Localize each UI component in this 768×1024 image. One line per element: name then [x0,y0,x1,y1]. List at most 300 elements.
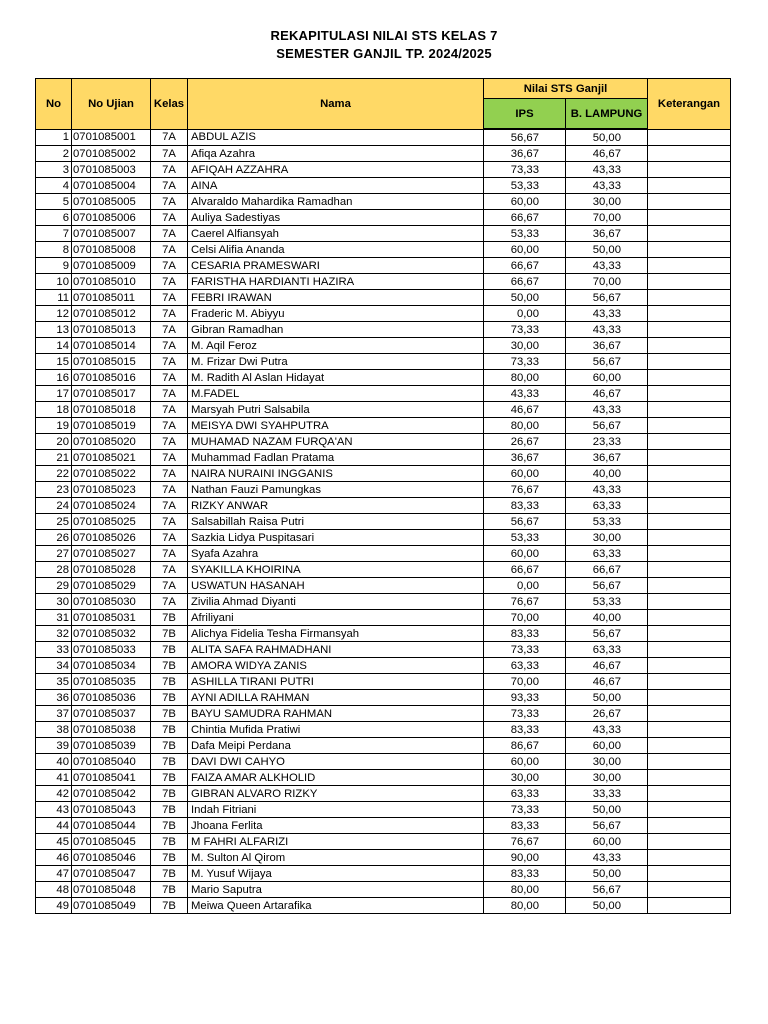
cell-no-ujian: 0701085024 [72,498,151,514]
cell-keterangan [648,354,731,370]
cell-ips: 73,33 [484,162,566,178]
cell-no: 25 [36,514,72,530]
cell-no: 20 [36,434,72,450]
cell-no: 6 [36,210,72,226]
cell-keterangan [648,898,731,914]
cell-nama: ASHILLA TIRANI PUTRI [188,674,484,690]
cell-keterangan [648,610,731,626]
report-title: REKAPITULASI NILAI STS KELAS 7 [270,28,498,43]
cell-b-lampung: 56,67 [566,578,648,594]
cell-keterangan [648,178,731,194]
cell-nama: Celsi Alifia Ananda [188,242,484,258]
cell-no-ujian: 0701085013 [72,322,151,338]
cell-ips: 66,67 [484,562,566,578]
cell-no-ujian: 0701085001 [72,129,151,146]
cell-keterangan [648,802,731,818]
cell-kelas: 7B [151,642,188,658]
cell-no-ujian: 0701085029 [72,578,151,594]
cell-keterangan [648,578,731,594]
cell-keterangan [648,642,731,658]
cell-no-ujian: 0701085006 [72,210,151,226]
cell-nama: Salsabillah Raisa Putri [188,514,484,530]
table-row [36,129,731,146]
cell-nama: M FAHRI ALFARIZI [188,834,484,850]
cell-kelas: 7A [151,290,188,306]
cell-no: 7 [36,226,72,242]
cell-b-lampung: 43,33 [566,850,648,866]
cell-kelas: 7A [151,498,188,514]
cell-no: 3 [36,162,72,178]
cell-no: 42 [36,786,72,802]
cell-ips: 73,33 [484,706,566,722]
cell-nama: MEISYA DWI SYAHPUTRA [188,418,484,434]
header-nama: Nama [188,79,484,130]
header-keterangan: Keterangan [648,79,731,130]
cell-no: 24 [36,498,72,514]
cell-no: 28 [36,562,72,578]
cell-kelas: 7A [151,466,188,482]
cell-no: 41 [36,770,72,786]
cell-kelas: 7A [151,258,188,274]
table-row [36,450,731,466]
cell-no: 31 [36,610,72,626]
cell-no-ujian: 0701085005 [72,194,151,210]
cell-no: 8 [36,242,72,258]
table-row [36,738,731,754]
cell-b-lampung: 43,33 [566,402,648,418]
table-row [36,690,731,706]
cell-kelas: 7B [151,818,188,834]
cell-keterangan [648,210,731,226]
cell-no-ujian: 0701085007 [72,226,151,242]
cell-ips: 80,00 [484,370,566,386]
cell-ips: 83,33 [484,866,566,882]
cell-no: 10 [36,274,72,290]
cell-ips: 76,67 [484,594,566,610]
cell-no-ujian: 0701085048 [72,882,151,898]
cell-kelas: 7A [151,530,188,546]
table-row [36,850,731,866]
header-no: No [36,79,72,130]
cell-kelas: 7B [151,754,188,770]
cell-ips: 90,00 [484,850,566,866]
table-row [36,418,731,434]
cell-kelas: 7B [151,834,188,850]
table-row [36,162,731,178]
table-row [36,562,731,578]
table-row [36,434,731,450]
cell-no: 5 [36,194,72,210]
cell-no-ujian: 0701085015 [72,354,151,370]
cell-ips: 60,00 [484,194,566,210]
cell-nama: MUHAMAD NAZAM FURQA'AN [188,434,484,450]
cell-nama: Alvaraldo Mahardika Ramadhan [188,194,484,210]
table-row [36,386,731,402]
cell-no-ujian: 0701085037 [72,706,151,722]
cell-no: 37 [36,706,72,722]
cell-ips: 63,33 [484,658,566,674]
table-row [36,786,731,802]
cell-keterangan [648,402,731,418]
cell-no: 2 [36,146,72,162]
cell-keterangan [648,674,731,690]
table-row [36,402,731,418]
cell-no-ujian: 0701085030 [72,594,151,610]
cell-ips: 76,67 [484,834,566,850]
cell-keterangan [648,194,731,210]
cell-no: 40 [36,754,72,770]
cell-no-ujian: 0701085023 [72,482,151,498]
cell-nama: AFIQAH AZZAHRA [188,162,484,178]
table-row [36,354,731,370]
cell-b-lampung: 50,00 [566,129,648,146]
header-b-lampung: B. LAMPUNG [566,99,648,130]
cell-kelas: 7B [151,722,188,738]
cell-b-lampung: 50,00 [566,242,648,258]
cell-b-lampung: 56,67 [566,290,648,306]
cell-no: 23 [36,482,72,498]
cell-b-lampung: 70,00 [566,274,648,290]
cell-nama: BAYU SAMUDRA RAHMAN [188,706,484,722]
table-row [36,146,731,162]
cell-no: 39 [36,738,72,754]
cell-nama: Indah Fitriani [188,802,484,818]
header-kelas: Kelas [151,79,188,130]
table-body [36,129,731,914]
header-nilai-sts-ganjil: Nilai STS Ganjil [484,79,648,99]
cell-ips: 60,00 [484,754,566,770]
table-row [36,802,731,818]
cell-no-ujian: 0701085041 [72,770,151,786]
table-row [36,322,731,338]
cell-no: 21 [36,450,72,466]
cell-ips: 56,67 [484,514,566,530]
cell-kelas: 7B [151,738,188,754]
cell-nama: AMORA WIDYA ZANIS [188,658,484,674]
cell-kelas: 7A [151,434,188,450]
cell-nama: FEBRI IRAWAN [188,290,484,306]
cell-ips: 60,00 [484,546,566,562]
cell-nama: FARISTHA HARDIANTI HAZIRA [188,274,484,290]
cell-keterangan [648,386,731,402]
cell-b-lampung: 70,00 [566,210,648,226]
cell-keterangan [648,594,731,610]
cell-no: 45 [36,834,72,850]
cell-no: 34 [36,658,72,674]
cell-nama: DAVI DWI CAHYO [188,754,484,770]
cell-nama: FAIZA AMAR ALKHOLID [188,770,484,786]
table-row [36,818,731,834]
cell-nama: Caerel Alfiansyah [188,226,484,242]
table-row [36,626,731,642]
cell-kelas: 7A [151,306,188,322]
cell-nama: GIBRAN ALVARO RIZKY [188,786,484,802]
cell-b-lampung: 63,33 [566,498,648,514]
cell-kelas: 7B [151,866,188,882]
cell-no: 11 [36,290,72,306]
cell-keterangan [648,338,731,354]
cell-ips: 80,00 [484,418,566,434]
cell-nama: M. Radith Al Aslan Hidayat [188,370,484,386]
cell-b-lampung: 36,67 [566,226,648,242]
cell-no: 30 [36,594,72,610]
cell-no-ujian: 0701085012 [72,306,151,322]
cell-b-lampung: 46,67 [566,674,648,690]
cell-no-ujian: 0701085032 [72,626,151,642]
cell-keterangan [648,626,731,642]
cell-keterangan [648,258,731,274]
cell-nama: RIZKY ANWAR [188,498,484,514]
table-row [36,274,731,290]
cell-nama: Alichya Fidelia Tesha Firmansyah [188,626,484,642]
cell-b-lampung: 40,00 [566,466,648,482]
cell-kelas: 7A [151,146,188,162]
cell-no: 16 [36,370,72,386]
cell-no-ujian: 0701085034 [72,658,151,674]
cell-kelas: 7B [151,706,188,722]
cell-nama: Jhoana Ferlita [188,818,484,834]
cell-no-ujian: 0701085025 [72,514,151,530]
cell-ips: 60,00 [484,242,566,258]
cell-kelas: 7B [151,850,188,866]
cell-nama: Gibran Ramadhan [188,322,484,338]
cell-kelas: 7A [151,546,188,562]
cell-b-lampung: 56,67 [566,882,648,898]
cell-no-ujian: 0701085044 [72,818,151,834]
cell-no: 46 [36,850,72,866]
cell-no-ujian: 0701085042 [72,786,151,802]
cell-ips: 70,00 [484,610,566,626]
table-row [36,482,731,498]
cell-ips: 36,67 [484,450,566,466]
cell-b-lampung: 26,67 [566,706,648,722]
cell-nama: ABDUL AZIS [188,129,484,146]
cell-no: 38 [36,722,72,738]
cell-kelas: 7A [151,370,188,386]
cell-b-lampung: 50,00 [566,802,648,818]
cell-keterangan [648,658,731,674]
cell-kelas: 7A [151,482,188,498]
cell-nama: Meiwa Queen Artarafika [188,898,484,914]
cell-keterangan [648,162,731,178]
cell-ips: 70,00 [484,674,566,690]
cell-no: 4 [36,178,72,194]
cell-ips: 50,00 [484,290,566,306]
cell-nama: NAIRA NURAINI INGGANIS [188,466,484,482]
cell-no: 27 [36,546,72,562]
cell-no: 47 [36,866,72,882]
cell-b-lampung: 50,00 [566,866,648,882]
cell-b-lampung: 36,67 [566,450,648,466]
cell-ips: 56,67 [484,129,566,146]
cell-b-lampung: 43,33 [566,722,648,738]
cell-no: 9 [36,258,72,274]
cell-no-ujian: 0701085046 [72,850,151,866]
cell-keterangan [648,274,731,290]
cell-no: 48 [36,882,72,898]
cell-no-ujian: 0701085019 [72,418,151,434]
cell-keterangan [648,498,731,514]
table-row [36,242,731,258]
cell-nama: CESARIA PRAMESWARI [188,258,484,274]
cell-keterangan [648,850,731,866]
cell-no: 44 [36,818,72,834]
cell-keterangan [648,882,731,898]
cell-kelas: 7B [151,786,188,802]
table-row [36,210,731,226]
cell-b-lampung: 56,67 [566,818,648,834]
cell-kelas: 7B [151,674,188,690]
cell-ips: 76,67 [484,482,566,498]
cell-kelas: 7A [151,322,188,338]
cell-nama: M. Yusuf Wijaya [188,866,484,882]
cell-kelas: 7B [151,690,188,706]
cell-nama: Fraderic M. Abiyyu [188,306,484,322]
cell-no-ujian: 0701085017 [72,386,151,402]
cell-ips: 46,67 [484,402,566,418]
cell-no-ujian: 0701085009 [72,258,151,274]
cell-no: 29 [36,578,72,594]
cell-kelas: 7A [151,594,188,610]
cell-kelas: 7B [151,658,188,674]
cell-nama: Marsyah Putri Salsabila [188,402,484,418]
cell-b-lampung: 30,00 [566,754,648,770]
cell-kelas: 7B [151,610,188,626]
cell-b-lampung: 50,00 [566,690,648,706]
cell-ips: 80,00 [484,898,566,914]
cell-kelas: 7A [151,194,188,210]
cell-ips: 83,33 [484,498,566,514]
cell-b-lampung: 63,33 [566,546,648,562]
cell-kelas: 7A [151,338,188,354]
table-row [36,290,731,306]
cell-no-ujian: 0701085036 [72,690,151,706]
cell-b-lampung: 43,33 [566,178,648,194]
cell-no-ujian: 0701085035 [72,674,151,690]
cell-ips: 73,33 [484,642,566,658]
cell-b-lampung: 56,67 [566,354,648,370]
cell-b-lampung: 63,33 [566,642,648,658]
cell-kelas: 7A [151,178,188,194]
cell-no: 19 [36,418,72,434]
table-row [36,498,731,514]
cell-ips: 53,33 [484,226,566,242]
cell-no-ujian: 0701085027 [72,546,151,562]
table-row [36,866,731,882]
cell-nama: Afiqa Azahra [188,146,484,162]
cell-no: 1 [36,129,72,146]
cell-ips: 53,33 [484,530,566,546]
cell-no-ujian: 0701085031 [72,610,151,626]
cell-ips: 60,00 [484,466,566,482]
cell-no: 22 [36,466,72,482]
cell-no-ujian: 0701085003 [72,162,151,178]
cell-b-lampung: 60,00 [566,738,648,754]
cell-keterangan [648,306,731,322]
cell-ips: 26,67 [484,434,566,450]
cell-ips: 83,33 [484,722,566,738]
cell-nama: AYNI ADILLA RAHMAN [188,690,484,706]
grades-table [35,78,731,914]
cell-b-lampung: 43,33 [566,482,648,498]
cell-no-ujian: 0701085010 [72,274,151,290]
cell-nama: M.FADEL [188,386,484,402]
cell-kelas: 7A [151,354,188,370]
cell-no: 15 [36,354,72,370]
cell-b-lampung: 46,67 [566,658,648,674]
table-row [36,594,731,610]
cell-kelas: 7A [151,386,188,402]
cell-kelas: 7A [151,210,188,226]
cell-no: 43 [36,802,72,818]
cell-keterangan [648,818,731,834]
cell-keterangan [648,322,731,338]
cell-b-lampung: 36,67 [566,338,648,354]
table-row [36,338,731,354]
cell-nama: Dafa Meipi Perdana [188,738,484,754]
table-row [36,578,731,594]
cell-kelas: 7A [151,418,188,434]
cell-keterangan [648,514,731,530]
cell-b-lampung: 30,00 [566,194,648,210]
cell-kelas: 7A [151,129,188,146]
cell-nama: Syafa Azahra [188,546,484,562]
table-row [36,546,731,562]
cell-kelas: 7A [151,514,188,530]
cell-nama: ALITA SAFA RAHMADHANI [188,642,484,658]
cell-kelas: 7B [151,770,188,786]
cell-no: 14 [36,338,72,354]
cell-ips: 73,33 [484,354,566,370]
cell-nama: Nathan Fauzi Pamungkas [188,482,484,498]
cell-kelas: 7A [151,402,188,418]
cell-b-lampung: 56,67 [566,418,648,434]
cell-no-ujian: 0701085049 [72,898,151,914]
cell-keterangan [648,434,731,450]
cell-no-ujian: 0701085043 [72,802,151,818]
cell-nama: Afriliyani [188,610,484,626]
cell-kelas: 7A [151,226,188,242]
cell-keterangan [648,562,731,578]
cell-ips: 86,67 [484,738,566,754]
cell-ips: 83,33 [484,626,566,642]
cell-no-ujian: 0701085011 [72,290,151,306]
table-row [36,194,731,210]
cell-no-ujian: 0701085028 [72,562,151,578]
header-no-ujian: No Ujian [72,79,151,130]
table-row [36,466,731,482]
cell-no-ujian: 0701085004 [72,178,151,194]
table-row [36,706,731,722]
cell-nama: USWATUN HASANAH [188,578,484,594]
cell-no: 26 [36,530,72,546]
cell-ips: 30,00 [484,338,566,354]
cell-no-ujian: 0701085014 [72,338,151,354]
table-row [36,178,731,194]
cell-ips: 0,00 [484,306,566,322]
cell-no: 18 [36,402,72,418]
cell-b-lampung: 56,67 [566,626,648,642]
cell-b-lampung: 53,33 [566,594,648,610]
cell-ips: 53,33 [484,178,566,194]
cell-ips: 66,67 [484,274,566,290]
cell-no-ujian: 0701085033 [72,642,151,658]
table-row [36,610,731,626]
cell-keterangan [648,418,731,434]
cell-keterangan [648,290,731,306]
cell-kelas: 7A [151,562,188,578]
cell-keterangan [648,226,731,242]
